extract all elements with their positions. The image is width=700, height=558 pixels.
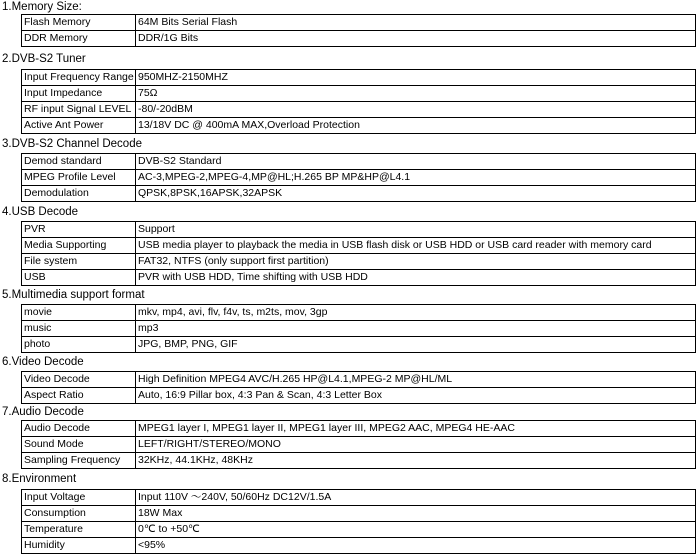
row-key: Flash Memory	[22, 15, 136, 31]
table-row	[22, 321, 696, 337]
row-value: Auto, 16:9 Pillar box, 4:3 Pan & Scan, 4:3 Letter Box	[136, 388, 696, 404]
row-key: Demod standard	[22, 154, 136, 170]
table-row	[22, 490, 696, 506]
table-row	[22, 70, 696, 86]
row-value: 64M Bits Serial Flash	[136, 15, 696, 31]
row-value: 32KHz, 44.1KHz, 48KHz	[136, 453, 696, 469]
table-row	[22, 238, 696, 254]
row-key: Input Frequency Range	[22, 70, 136, 86]
table-row	[22, 372, 696, 388]
row-key: Audio Decode	[22, 421, 136, 437]
table-row	[22, 522, 696, 538]
table-row	[22, 102, 696, 118]
row-key: Video Decode	[22, 372, 136, 388]
row-key: PVR	[22, 222, 136, 238]
section-title: 6.Video Decode	[2, 356, 84, 368]
spec-table	[21, 221, 696, 286]
row-value: LEFT/RIGHT/STEREO/MONO	[136, 437, 696, 453]
row-key: movie	[22, 305, 136, 321]
table-row	[22, 118, 696, 134]
row-value: MPEG1 layer I, MPEG1 layer II, MPEG1 layer III, MPEG2 AAC, MPEG4 HE-AAC	[136, 421, 696, 437]
row-value: 18W Max	[136, 506, 696, 522]
table-row	[22, 15, 696, 31]
table-row	[22, 170, 696, 186]
spec-table	[21, 69, 696, 134]
row-key: Sampling Frequency	[22, 453, 136, 469]
table-row	[22, 337, 696, 353]
row-key: music	[22, 321, 136, 337]
row-value: 0℃ to +50℃	[136, 522, 696, 538]
row-value: FAT32, NTFS (only support first partition)	[136, 254, 696, 270]
row-key: Consumption	[22, 506, 136, 522]
row-key: Temperature	[22, 522, 136, 538]
table-row	[22, 270, 696, 286]
row-key: Humidity	[22, 538, 136, 554]
row-value: DDR/1G Bits	[136, 31, 696, 47]
row-value: mkv, mp4, avi, flv, f4v, ts, m2ts, mov, 3gp	[136, 305, 696, 321]
row-value: PVR with USB HDD, Time shifting with USB HDD	[136, 270, 696, 286]
spec-table	[21, 304, 696, 353]
row-value: QPSK,8PSK,16APSK,32APSK	[136, 186, 696, 202]
table-row	[22, 154, 696, 170]
row-value: -80/-20dBM	[136, 102, 696, 118]
row-value: 75Ω	[136, 86, 696, 102]
row-key: Media Supporting	[22, 238, 136, 254]
row-key: Input Voltage	[22, 490, 136, 506]
row-value: 13/18V DC @ 400mA MAX,Overload Protection	[136, 118, 696, 134]
row-value: 950MHZ-2150MHZ	[136, 70, 696, 86]
row-key: File system	[22, 254, 136, 270]
row-value: DVB-S2 Standard	[136, 154, 696, 170]
section-title: 2.DVB-S2 Tuner	[2, 53, 86, 65]
row-value: mp3	[136, 321, 696, 337]
row-value: <95%	[136, 538, 696, 554]
table-row	[22, 86, 696, 102]
row-value: Support	[136, 222, 696, 238]
table-row	[22, 506, 696, 522]
table-row	[22, 437, 696, 453]
row-key: USB	[22, 270, 136, 286]
section-title: 7.Audio Decode	[2, 406, 84, 418]
table-row	[22, 388, 696, 404]
row-value: JPG, BMP, PNG, GIF	[136, 337, 696, 353]
section-title: 8.Environment	[2, 473, 77, 485]
spec-table	[21, 153, 696, 202]
row-key: Active Ant Power	[22, 118, 136, 134]
row-key: DDR Memory	[22, 31, 136, 47]
table-row	[22, 538, 696, 554]
spec-table	[21, 371, 696, 404]
table-row	[22, 186, 696, 202]
table-row	[22, 254, 696, 270]
spec-table	[21, 14, 696, 47]
table-row	[22, 31, 696, 47]
section-title: 1.Memory Size:	[2, 1, 82, 13]
table-row	[22, 305, 696, 321]
table-row	[22, 453, 696, 469]
row-value: Input 110V ～240V, 50/60Hz DC12V/1.5A	[136, 490, 696, 506]
row-key: Input Impedance	[22, 86, 136, 102]
row-key: Demodulation	[22, 186, 136, 202]
row-key: MPEG Profile Level	[22, 170, 136, 186]
row-value: USB media player to playback the media in USB flash disk or USB HDD or USB card reader with memory card	[136, 238, 696, 254]
section-title: 3.DVB-S2 Channel Decode	[2, 138, 142, 150]
row-value: High Definition MPEG4 AVC/H.265 HP@L4.1,MPEG-2 MP@HL/ML	[136, 372, 696, 388]
section-title: 5.Multimedia support format	[2, 289, 145, 301]
row-key: Aspect Ratio	[22, 388, 136, 404]
spec-table	[21, 420, 696, 469]
row-key: photo	[22, 337, 136, 353]
row-key: RF input Signal LEVEL	[22, 102, 136, 118]
section-title: 4.USB Decode	[2, 206, 79, 218]
spec-table	[21, 489, 696, 554]
table-row	[22, 421, 696, 437]
table-row	[22, 222, 696, 238]
row-key: Sound Mode	[22, 437, 136, 453]
row-value: AC-3,MPEG-2,MPEG-4,MP@HL;H.265 BP MP&HP@L4.1	[136, 170, 696, 186]
